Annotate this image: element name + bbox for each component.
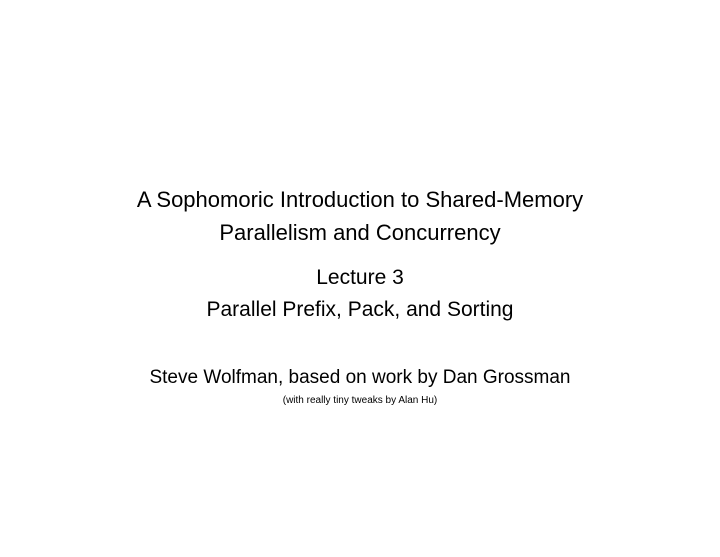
title-line-1: A Sophomoric Introduction to Shared-Memory [136, 187, 584, 212]
author-line: Steve Wolfman, based on work by Dan Grossman [149, 367, 571, 388]
lecture-topic: Parallel Prefix, Pack, and Sorting [206, 298, 514, 321]
lecture-number: Lecture 3 [316, 266, 404, 289]
title-line-2: Parallelism and Concurrency [219, 220, 501, 245]
credit-line: (with really tiny tweaks by Alan Hu) [282, 395, 438, 406]
